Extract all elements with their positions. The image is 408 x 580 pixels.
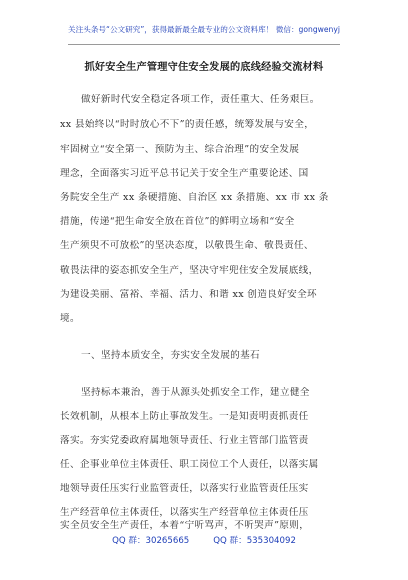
header-promo-note: 关注头条号“公文研究”，获得最新最全最专业的公文资料库！ 微信：gongwenyj: [68, 25, 340, 34]
paragraph-2-line: 坚持标本兼治，善于从源头处抓安全工作，建立健全: [81, 387, 310, 398]
paragraph-1-line: 为建设美丽、富裕、幸福、活力、和谐 xx 创造良好安全环: [60, 289, 317, 300]
header-divider: [68, 44, 340, 45]
paragraph-2-line: 生产经营单位主体责任，以落实生产经营单位主体责任压: [60, 507, 309, 518]
qq-group-1: QQ 群：30265665: [112, 536, 190, 546]
paragraph-1-line: 境。: [60, 313, 80, 324]
paragraph-1-line: 务院安全生产 xx 条硬措施、自治区 xx 条措施、xx 市 xx 条: [60, 192, 329, 203]
paragraph-2-line: 地领导责任压实行业监管责任，以落实行业监管责任压实: [60, 483, 309, 494]
document-title: 抓好安全生产管理守住安全发展的底线经验交流材料: [84, 61, 324, 73]
paragraph-2-line: 任、企事业单位主体责任、职工岗位工个人责任，以落实属: [60, 459, 319, 470]
paragraph-2-line: 落实。夯实党委政府属地领导责任、行业主管部门监管责: [60, 435, 309, 446]
section-heading: 一、坚持本质安全，夯实安全发展的基石: [81, 350, 260, 361]
qq-group-2: QQ 群：535304092: [213, 536, 296, 546]
paragraph-1-line: 牢固树立“安全第一、预防为主、综合治理”的安全发展: [60, 144, 300, 155]
footer-contacts: [0, 534, 408, 546]
paragraph-1-line: 生产须臾不可放松”的坚决态度，以敬畏生命、敬畏责任、: [60, 240, 314, 251]
paragraph-1-line: 做好新时代安全稳定各项工作，责任重大、任务艰巨。: [81, 94, 320, 105]
paragraph-1-line: xx 县始终以“时时放心不下”的责任感，统筹发展与安全，: [60, 119, 315, 130]
paragraph-1-line: 敬畏法律的姿态抓安全生产，坚决守牢兜住安全发展底线，: [60, 265, 319, 276]
paragraph-2-line: 长效机制，从根本上防止事故发生。一是知责明责抓责任: [60, 411, 309, 422]
paragraph-1-line: 理念，全面落实习近平总书记关于安全生产重要论述、国: [60, 168, 309, 179]
paragraph-2-line: 实全员安全生产责任，本着“宁听骂声，不听哭声”原则，: [60, 520, 310, 531]
paragraph-1-line: 措施，传递“把生命安全放在首位”的鲜明立场和“安全: [60, 216, 295, 227]
